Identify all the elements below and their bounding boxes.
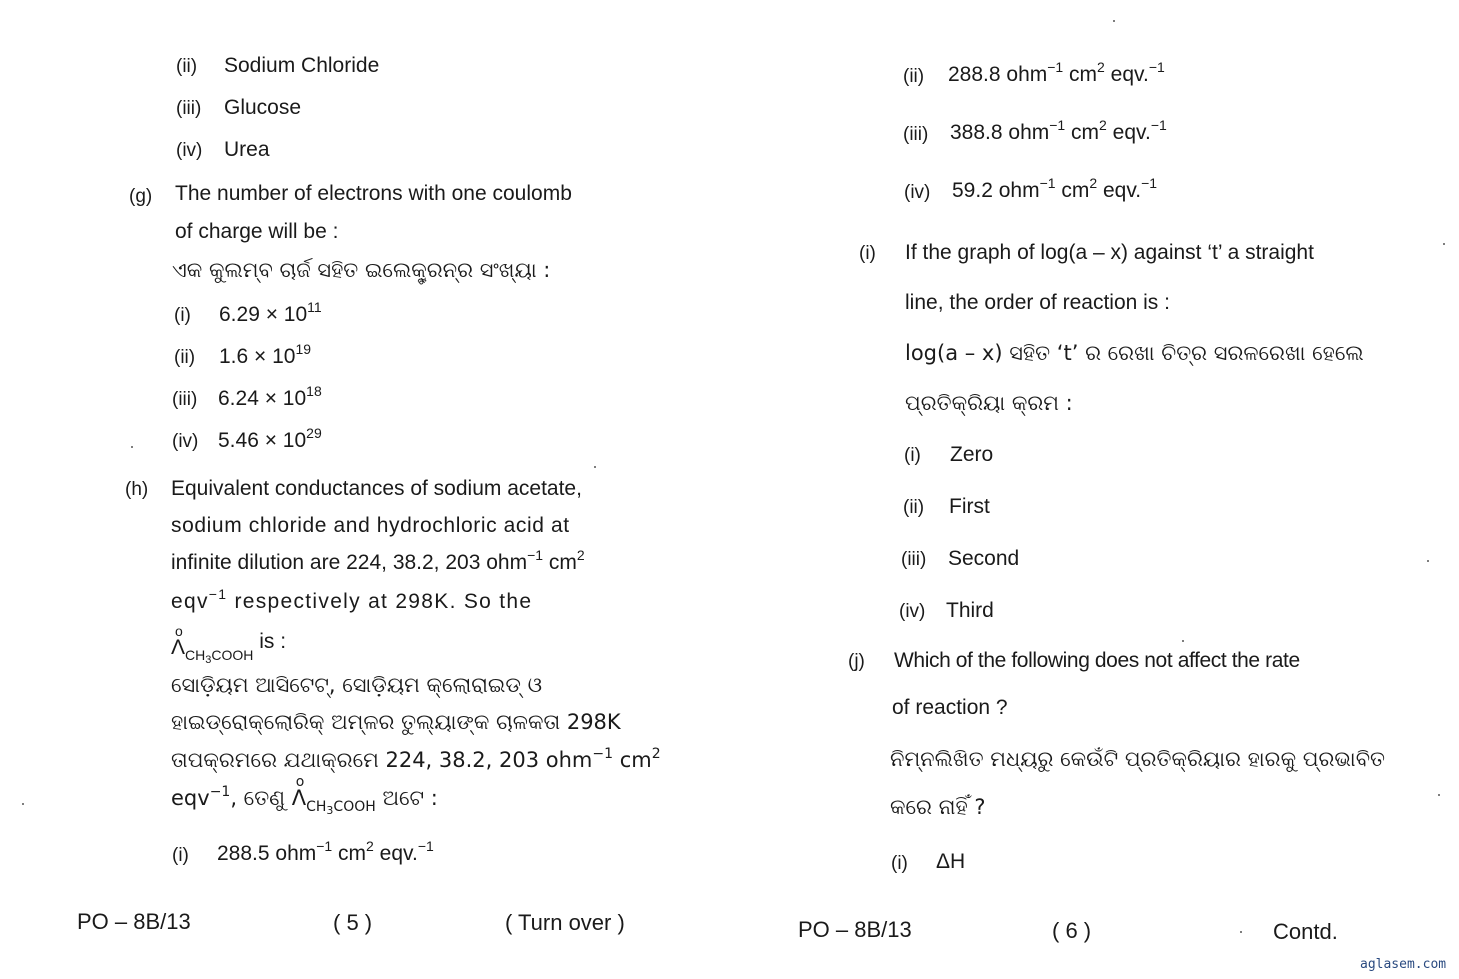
question-odia: ହାଇଡ୍ରୋକ୍ଲୋରିକ୍ ଅମ୍ଳର ତୁଲ୍ୟାଙ୍କ ଚାଳକତା 298K — [171, 710, 621, 734]
option-number: (iv) — [176, 140, 203, 161]
option-number: (i) — [172, 845, 189, 866]
question-odia: log(a – x) ସହିତ ‘t’ ର ରେଖା ଚିତ୍ର ସରଳରେଖା ହେଲେ — [905, 341, 1364, 365]
option-text: Second — [948, 547, 1020, 570]
paper-code: PO – 8B/13 — [798, 917, 912, 942]
option-number: (ii) — [903, 66, 925, 87]
option-number: (i) — [891, 853, 908, 874]
question-label: (g) — [129, 186, 153, 207]
option-number: (iv) — [172, 431, 199, 452]
option-text: 288.8 ohm$^{-1}$ $cm^2$ eqv.$^{-1}$ — [948, 59, 1165, 86]
question-text: of reaction ? — [892, 696, 1008, 719]
question-odia: ସୋଡ଼ିୟମ ଆସିଟେଟ୍, ସୋଡ଼ିୟମ କ୍ଲୋରାଇଡ୍ ଓ — [171, 673, 543, 697]
option-number: (i) — [174, 305, 191, 326]
paper-code: PO – 8B/13 — [77, 909, 191, 934]
option-text: First — [949, 495, 990, 518]
option-text: Zero — [950, 443, 994, 466]
scan-speck — [1438, 794, 1440, 796]
scan-speck — [1240, 931, 1242, 933]
scan-speck — [1443, 243, 1445, 245]
option-number: (iv) — [899, 601, 926, 622]
option-number: (iv) — [904, 182, 931, 203]
option-text: Glucose — [224, 96, 302, 119]
scan-speck — [594, 466, 596, 468]
option-number: (ii) — [174, 347, 196, 368]
question-text: Which of the following does not affect the rate — [894, 649, 1300, 672]
option-text: 388.8 ohm$^{-1}$ $cm^2$ eqv.$^{-1}$ — [950, 117, 1167, 144]
question-label: (h) — [125, 479, 149, 500]
scan-speck — [1113, 20, 1115, 22]
option-text: $6.24 \times 10^{18}$ — [218, 383, 322, 410]
question-odia: ତାପକ୍ରମରେ ଯଥାକ୍ରମେ 224, 38.2, 203 ohm$^{-1}$ $cm^2$ — [171, 746, 661, 772]
question-text: infinite dilution are 224, 38.2, 203 ohm$^{-1}$ $cm^2$ — [171, 547, 585, 574]
page-number: ( 6 ) — [1052, 918, 1092, 943]
option-number: (ii) — [903, 497, 925, 518]
option-text: $5.46 \times 10^{29}$ — [218, 425, 322, 452]
option-number: (iii) — [903, 124, 929, 145]
option-text: Sodium Chloride — [224, 54, 380, 77]
scan-speck — [131, 446, 133, 448]
page-number: ( 5 ) — [333, 910, 373, 935]
watermark: aglasem.com — [1360, 957, 1447, 972]
option-number: (iii) — [901, 549, 927, 570]
lambda-expression: Λ o $_{CH_3COOH}$ is : — [171, 623, 287, 666]
question-text: Equivalent conductances of sodium acetate, — [171, 477, 582, 500]
question-text: of charge will be : — [175, 220, 339, 243]
option-text: Urea — [224, 138, 270, 161]
turn-over-note: ( Turn over ) — [505, 910, 625, 935]
question-odia: କରେ ନାହିଁ ? — [890, 795, 986, 819]
option-text: $1.6 \times 10^{19}$ — [219, 341, 312, 368]
question-text: line, the order of reaction is : — [905, 291, 1170, 314]
question-text: If the graph of log(a – x) against ‘t’ a straight — [905, 241, 1314, 264]
scan-speck — [22, 803, 24, 805]
option-text: 288.5 ohm$^{-1}$ $cm^2$ eqv.$^{-1}$ — [217, 838, 434, 865]
question-odia: ନିମ୍ନଲିଖିତ ମଧ୍ୟରୁ କେଉଁଟି ପ୍ରତିକ୍ରିୟାର ହାରକୁ ପ୍ରଭାବିତ — [890, 747, 1385, 771]
option-text: Third — [946, 599, 994, 622]
question-odia: ଏକ କୁଲମ୍ବ ଚାର୍ଜ ସହିତ ଇଲେକ୍ଟ୍ରନ୍‌ର ସଂଖ୍ୟା : — [172, 258, 551, 282]
option-number: (iii) — [176, 98, 202, 119]
question-text: The number of electrons with one coulomb — [175, 182, 572, 205]
option-text: 59.2 ohm$^{-1}$ $cm^2$ eqv.$^{-1}$ — [952, 175, 1158, 202]
scan-speck — [1427, 560, 1429, 562]
question-text: sodium chloride and hydrochloric acid at — [171, 514, 570, 537]
question-odia: eqv$^{-1}$, ତେଣୁ Λ o $_{CH_3COOH}$ ଅଟେ : — [171, 774, 438, 817]
contd-note: Contd. — [1273, 919, 1338, 944]
option-text: $6.29 \times 10^{11}$ — [219, 299, 322, 326]
scan-speck — [1182, 640, 1184, 642]
option-number: (ii) — [176, 56, 198, 77]
option-text: ΔH — [936, 850, 966, 873]
question-label: (j) — [848, 651, 865, 672]
question-odia: ପ୍ରତିକ୍ରିୟା କ୍ରମ : — [905, 391, 1073, 415]
question-text: eqv$^{-1}$ respectively at 298K. So the — [171, 586, 533, 613]
option-number: (i) — [904, 445, 921, 466]
question-label: (i) — [859, 243, 876, 264]
option-number: (iii) — [172, 389, 198, 410]
